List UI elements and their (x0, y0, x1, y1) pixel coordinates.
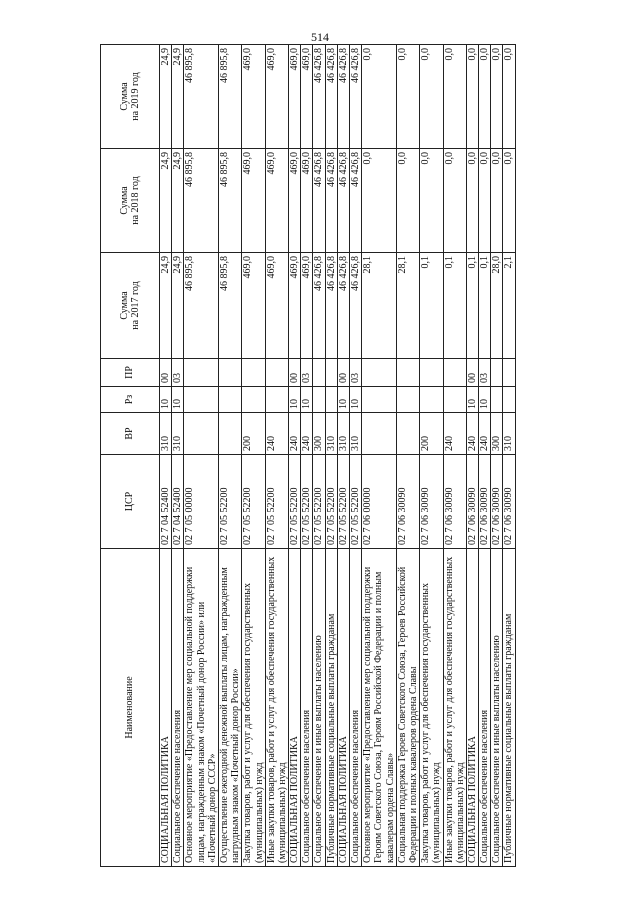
cell-sum-2019: 469,0 (242, 45, 265, 149)
cell-rz: 10 (172, 387, 184, 413)
cell-name: Публичные нормативные социальные выплаты гражданам (325, 549, 337, 867)
cell-sum-2018: 0,0 (443, 149, 466, 253)
cell-csr: 02 7 06 30090 (503, 455, 515, 549)
table-row (289, 45, 301, 867)
cell-sum-2017: 0,1 (466, 253, 478, 359)
table-row (172, 45, 184, 867)
cell-sum-2017: 46 426,8 (313, 253, 325, 359)
cell-vr: 310 (337, 413, 349, 455)
cell-rz (218, 387, 241, 413)
table-row (160, 45, 172, 867)
table-row (301, 45, 313, 867)
cell-name: Закупка товаров, работ и услуг для обеспечения государственных (муниципальных) нужд (242, 549, 265, 867)
cell-name: Закупка товаров, работ и услуг для обеспечения государственных (муниципальных) нужд (420, 549, 443, 867)
cell-name: Осуществление ежегодной денежной выплаты лицам, награжденным нагрудным знаком «Почетный донор России» (218, 549, 241, 867)
cell-name: Социальное обеспечение населения (172, 549, 184, 867)
cell-sum-2017: 46 426,8 (350, 253, 362, 359)
cell-sum-2019: 0,0 (420, 45, 443, 149)
cell-pr: 00 (160, 359, 172, 387)
cell-vr: 310 (325, 413, 337, 455)
cell-name: Социальная поддержка Героев Советского Союза, Героев Российской Федерации и полных кавалеров ордена Славы (396, 549, 419, 867)
cell-sum-2018: 0,0 (479, 149, 491, 253)
cell-vr (218, 413, 241, 455)
cell-rz: 10 (466, 387, 478, 413)
cell-csr: 02 7 05 52200 (350, 455, 362, 549)
cell-pr (218, 359, 241, 387)
cell-rz (443, 387, 466, 413)
table-row (337, 45, 349, 867)
cell-rz (491, 387, 503, 413)
cell-vr: 310 (350, 413, 362, 455)
cell-csr: 02 7 06 30090 (420, 455, 443, 549)
cell-vr: 200 (420, 413, 443, 455)
cell-pr: 03 (350, 359, 362, 387)
table-row (479, 45, 491, 867)
cell-rz (265, 387, 288, 413)
cell-csr: 02 7 05 52200 (337, 455, 349, 549)
cell-csr: 02 7 06 00000 (362, 455, 397, 549)
cell-csr: 02 7 06 30090 (466, 455, 478, 549)
cell-sum-2017: 469,0 (265, 253, 288, 359)
cell-pr (491, 359, 503, 387)
cell-vr: 240 (466, 413, 478, 455)
cell-sum-2017: 0,1 (479, 253, 491, 359)
cell-sum-2018: 469,0 (265, 149, 288, 253)
table-row (313, 45, 325, 867)
cell-sum-2018: 0,0 (503, 149, 515, 253)
cell-sum-2017: 0,1 (443, 253, 466, 359)
cell-csr: 02 7 05 52200 (313, 455, 325, 549)
cell-rz (503, 387, 515, 413)
header-sum-2019: Сумма на 2019 год (101, 45, 160, 149)
page-number: 514 (311, 30, 329, 44)
cell-sum-2018: 469,0 (301, 149, 313, 253)
cell-pr (325, 359, 337, 387)
cell-vr: 200 (242, 413, 265, 455)
cell-csr: 02 7 05 00000 (184, 455, 219, 549)
cell-sum-2018: 46 895,8 (218, 149, 241, 253)
cell-sum-2017: 469,0 (289, 253, 301, 359)
cell-sum-2018: 469,0 (242, 149, 265, 253)
cell-pr (242, 359, 265, 387)
cell-sum-2018: 0,0 (466, 149, 478, 253)
cell-csr: 02 7 05 52200 (301, 455, 313, 549)
cell-name: СОЦИАЛЬНАЯ ПОЛИТИКА (337, 549, 349, 867)
cell-rz: 10 (350, 387, 362, 413)
table-row (218, 45, 241, 867)
cell-pr (313, 359, 325, 387)
cell-rz: 10 (337, 387, 349, 413)
cell-name: Социальное обеспечение населения (479, 549, 491, 867)
header-pr: ПР (101, 359, 160, 387)
cell-vr (362, 413, 397, 455)
cell-pr (396, 359, 419, 387)
cell-sum-2019: 469,0 (265, 45, 288, 149)
cell-pr (362, 359, 397, 387)
cell-sum-2019: 0,0 (443, 45, 466, 149)
cell-rz (184, 387, 219, 413)
cell-name: Социальное обеспечение населения (350, 549, 362, 867)
cell-sum-2017: 46 895,8 (184, 253, 219, 359)
cell-sum-2019: 46 895,8 (184, 45, 219, 149)
cell-sum-2017: 46 426,8 (337, 253, 349, 359)
cell-sum-2019: 46 895,8 (218, 45, 241, 149)
cell-sum-2019: 0,0 (396, 45, 419, 149)
cell-sum-2017: 0,1 (420, 253, 443, 359)
header-row (101, 45, 160, 867)
cell-sum-2018: 46 895,8 (184, 149, 219, 253)
table-row (242, 45, 265, 867)
header-csr: ЦСР (101, 455, 160, 549)
table-row (362, 45, 397, 867)
header-sum-2017: Сумма на 2017 год (101, 253, 160, 359)
table-row (420, 45, 443, 867)
cell-vr: 310 (172, 413, 184, 455)
cell-pr (420, 359, 443, 387)
header-vr: ВР (101, 413, 160, 455)
cell-csr: 02 7 04 52400 (160, 455, 172, 549)
cell-pr: 00 (337, 359, 349, 387)
cell-rz (313, 387, 325, 413)
cell-pr: 03 (479, 359, 491, 387)
cell-sum-2019: 0,0 (491, 45, 503, 149)
cell-sum-2018: 0,0 (420, 149, 443, 253)
cell-rz: 10 (301, 387, 313, 413)
cell-rz: 10 (479, 387, 491, 413)
cell-pr (443, 359, 466, 387)
cell-pr: 00 (466, 359, 478, 387)
cell-sum-2019: 0,0 (466, 45, 478, 149)
table-row (396, 45, 419, 867)
rotated-table-frame (100, 45, 560, 867)
cell-sum-2018: 0,0 (362, 149, 397, 253)
cell-rz (325, 387, 337, 413)
cell-pr (503, 359, 515, 387)
cell-name: Публичные нормативные социальные выплаты гражданам (503, 549, 515, 867)
cell-name: Основное мероприятие «Предоставление мер социальной поддержки Героям Советского Союза, Героям Российской Федерации и полным кавалерам ордена Славы» (362, 549, 397, 867)
cell-vr: 300 (491, 413, 503, 455)
cell-sum-2017: 469,0 (242, 253, 265, 359)
cell-csr: 02 7 05 52200 (289, 455, 301, 549)
cell-csr: 02 7 05 52200 (218, 455, 241, 549)
cell-csr: 02 7 05 52200 (265, 455, 288, 549)
cell-sum-2018: 24,9 (172, 149, 184, 253)
cell-sum-2018: 469,0 (289, 149, 301, 253)
cell-pr: 03 (172, 359, 184, 387)
cell-sum-2019: 469,0 (289, 45, 301, 149)
cell-rz: 10 (289, 387, 301, 413)
header-rz: Рз (101, 387, 160, 413)
cell-rz (420, 387, 443, 413)
cell-sum-2019: 0,0 (362, 45, 397, 149)
cell-rz: 10 (160, 387, 172, 413)
cell-vr: 310 (503, 413, 515, 455)
cell-pr: 03 (301, 359, 313, 387)
cell-sum-2017: 24,9 (172, 253, 184, 359)
cell-vr: 300 (313, 413, 325, 455)
table-row (265, 45, 288, 867)
cell-name: Иные закупки товаров, работ и услуг для обеспечения государственных (муниципальных) нужд (265, 549, 288, 867)
cell-vr: 240 (265, 413, 288, 455)
cell-sum-2018: 46 426,8 (337, 149, 349, 253)
cell-sum-2017: 46 895,8 (218, 253, 241, 359)
cell-sum-2019: 0,0 (479, 45, 491, 149)
cell-sum-2019: 46 426,8 (313, 45, 325, 149)
cell-sum-2018: 46 426,8 (313, 149, 325, 253)
cell-sum-2018: 24,9 (160, 149, 172, 253)
cell-name: Социальное обеспечение и иные выплаты населению (313, 549, 325, 867)
cell-sum-2017: 28,1 (396, 253, 419, 359)
cell-name: СОЦИАЛЬНАЯ ПОЛИТИКА (289, 549, 301, 867)
cell-sum-2019: 46 426,8 (337, 45, 349, 149)
cell-rz (396, 387, 419, 413)
table-row (184, 45, 219, 867)
cell-sum-2019: 46 426,8 (325, 45, 337, 149)
cell-csr: 02 7 06 30090 (396, 455, 419, 549)
cell-sum-2017: 469,0 (301, 253, 313, 359)
cell-sum-2017: 24,9 (160, 253, 172, 359)
cell-sum-2018: 46 426,8 (350, 149, 362, 253)
table-row (350, 45, 362, 867)
cell-name: СОЦИАЛЬНАЯ ПОЛИТИКА (466, 549, 478, 867)
table-row (466, 45, 478, 867)
cell-name: СОЦИАЛЬНАЯ ПОЛИТИКА (160, 549, 172, 867)
cell-sum-2019: 24,9 (160, 45, 172, 149)
cell-sum-2019: 24,9 (172, 45, 184, 149)
cell-sum-2018: 0,0 (396, 149, 419, 253)
cell-name: Социальное обеспечение и иные выплаты населению (491, 549, 503, 867)
cell-csr: 02 7 05 52200 (242, 455, 265, 549)
budget-table (100, 44, 516, 867)
header-name: Наименование (101, 549, 160, 867)
cell-csr: 02 7 04 52400 (172, 455, 184, 549)
cell-vr: 240 (301, 413, 313, 455)
table-row (443, 45, 466, 867)
cell-csr: 02 7 06 30090 (479, 455, 491, 549)
cell-csr: 02 7 05 52200 (325, 455, 337, 549)
cell-name: Социальное обеспечение населения (301, 549, 313, 867)
cell-sum-2019: 469,0 (301, 45, 313, 149)
cell-pr (265, 359, 288, 387)
rotated-table-content (100, 45, 560, 867)
cell-name: Иные закупки товаров, работ и услуг для обеспечения государственных (муниципальных) нужд (443, 549, 466, 867)
table-body (160, 45, 516, 867)
cell-vr: 240 (443, 413, 466, 455)
cell-sum-2018: 0,0 (491, 149, 503, 253)
cell-sum-2017: 28,0 (491, 253, 503, 359)
cell-csr: 02 7 06 30090 (443, 455, 466, 549)
cell-sum-2017: 46 426,8 (325, 253, 337, 359)
cell-vr: 310 (160, 413, 172, 455)
cell-rz (242, 387, 265, 413)
header-sum-2018: Сумма на 2018 год (101, 149, 160, 253)
cell-sum-2018: 46 426,8 (325, 149, 337, 253)
table-header (101, 45, 160, 867)
cell-name: Основное мероприятие «Предоставление мер социальной поддержки лицам, награжденным знаком «Почетный донор России» или «Почетный донор СССР» (184, 549, 219, 867)
cell-sum-2017: 2,1 (503, 253, 515, 359)
table-row (325, 45, 337, 867)
cell-csr: 02 7 06 30090 (491, 455, 503, 549)
table-row (503, 45, 515, 867)
cell-sum-2017: 28,1 (362, 253, 397, 359)
cell-pr (184, 359, 219, 387)
cell-sum-2019: 0,0 (503, 45, 515, 149)
cell-rz (362, 387, 397, 413)
cell-vr: 240 (479, 413, 491, 455)
cell-sum-2019: 46 426,8 (350, 45, 362, 149)
cell-vr (184, 413, 219, 455)
cell-pr: 00 (289, 359, 301, 387)
cell-vr: 240 (289, 413, 301, 455)
table-row (491, 45, 503, 867)
cell-vr (396, 413, 419, 455)
